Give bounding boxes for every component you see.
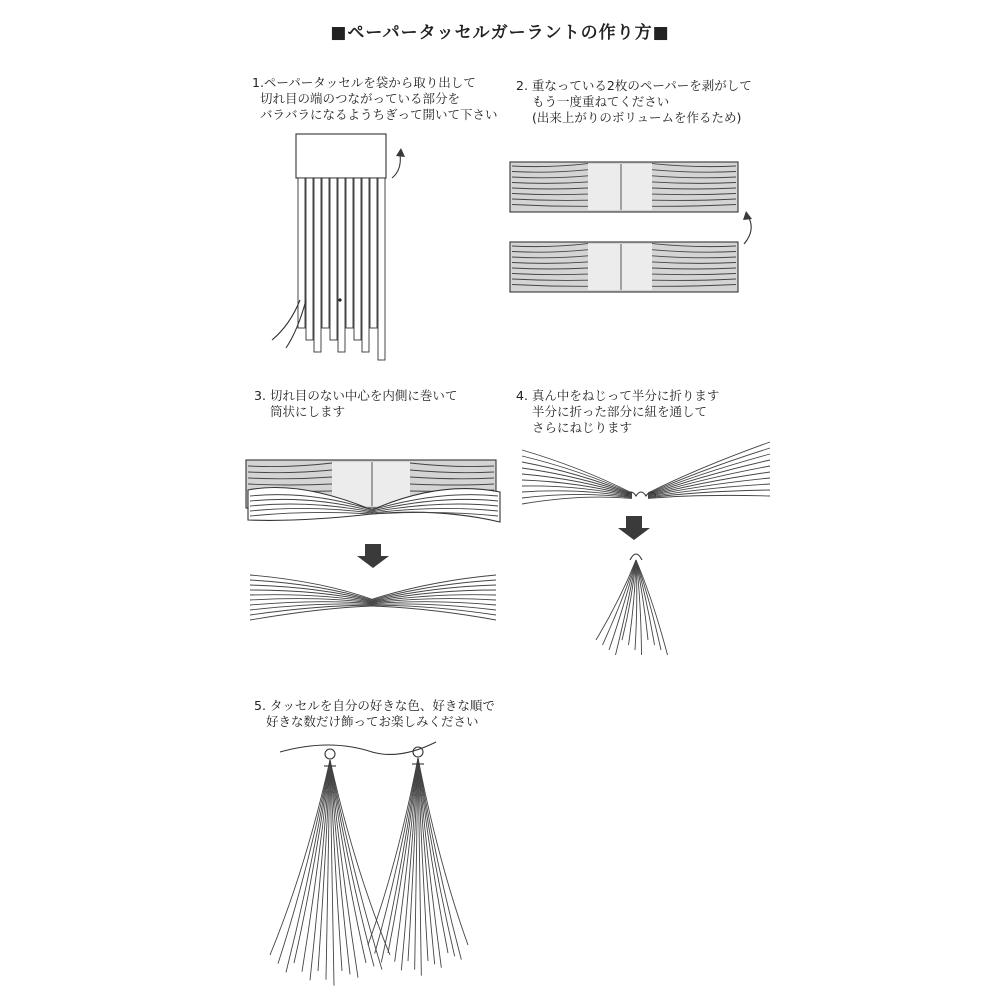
drawing-stroke xyxy=(278,760,330,964)
step-2-line-2: もう一度重ねてください xyxy=(532,94,670,109)
drawing-stroke xyxy=(354,178,361,340)
step-1-line-3: バラバラになるようちぎって開いて下さい xyxy=(260,107,498,122)
step-4-line-3: さらにねじります xyxy=(532,420,633,435)
step-4-line-2: 半分に折った部分に紐を通して xyxy=(532,404,708,419)
drawing-stroke xyxy=(522,497,632,504)
step-3-down-arrow-icon xyxy=(357,544,389,568)
step-5-line-1: 5. タッセルを自分の好きな色、好きな順で xyxy=(254,698,495,713)
drawing-stroke xyxy=(630,554,642,560)
step-3-line-2: 筒状にします xyxy=(270,404,346,419)
step-4-line-1: 4. 真ん中をねじって半分に折ります xyxy=(516,388,720,403)
step-1-fringed-paper-illustration xyxy=(272,134,405,360)
drawing-stroke xyxy=(322,178,329,328)
step-1-line-1: 1.ペーパータッセルを袋から取り出して xyxy=(252,75,476,90)
drawing-stroke xyxy=(375,758,418,954)
step-2-line-3: (出来上がりのボリュームを作るため) xyxy=(532,110,742,125)
step-4-down-arrow-icon xyxy=(618,516,650,540)
step-3-line-1: 3. 切れ目のない中心を内側に巻いて xyxy=(254,388,458,403)
step-2-line-1: 2. 重なっている2枚のペーパーを剥がして xyxy=(516,78,752,93)
step-2-two-sheets-illustration xyxy=(510,162,752,292)
drawing-stroke xyxy=(272,300,300,340)
step-3-rolling-illustration xyxy=(246,460,500,620)
step-2-curved-arrow-icon xyxy=(744,216,751,244)
step-5-garland-illustration xyxy=(270,742,468,986)
drawing-stroke xyxy=(378,178,385,360)
step-5-line-2: 好きな数だけ飾ってお楽しみください xyxy=(266,714,479,729)
drawing-stroke xyxy=(314,178,321,352)
step-1-curved-arrow-icon xyxy=(392,154,400,178)
drawing-stroke xyxy=(362,178,369,352)
page-title: ■ペーパータッセルガーラントの作り方■ xyxy=(330,23,670,43)
drawing-stroke xyxy=(330,178,337,340)
drawing-stroke xyxy=(346,178,353,328)
drawing-stroke xyxy=(370,178,377,328)
step-4-twisted-tassel-illustration xyxy=(522,442,770,655)
drawing-stroke xyxy=(306,178,313,340)
step-1-line-2: 切れ目の端のつながっている部分を xyxy=(260,91,461,106)
drawing-stroke xyxy=(338,178,345,352)
